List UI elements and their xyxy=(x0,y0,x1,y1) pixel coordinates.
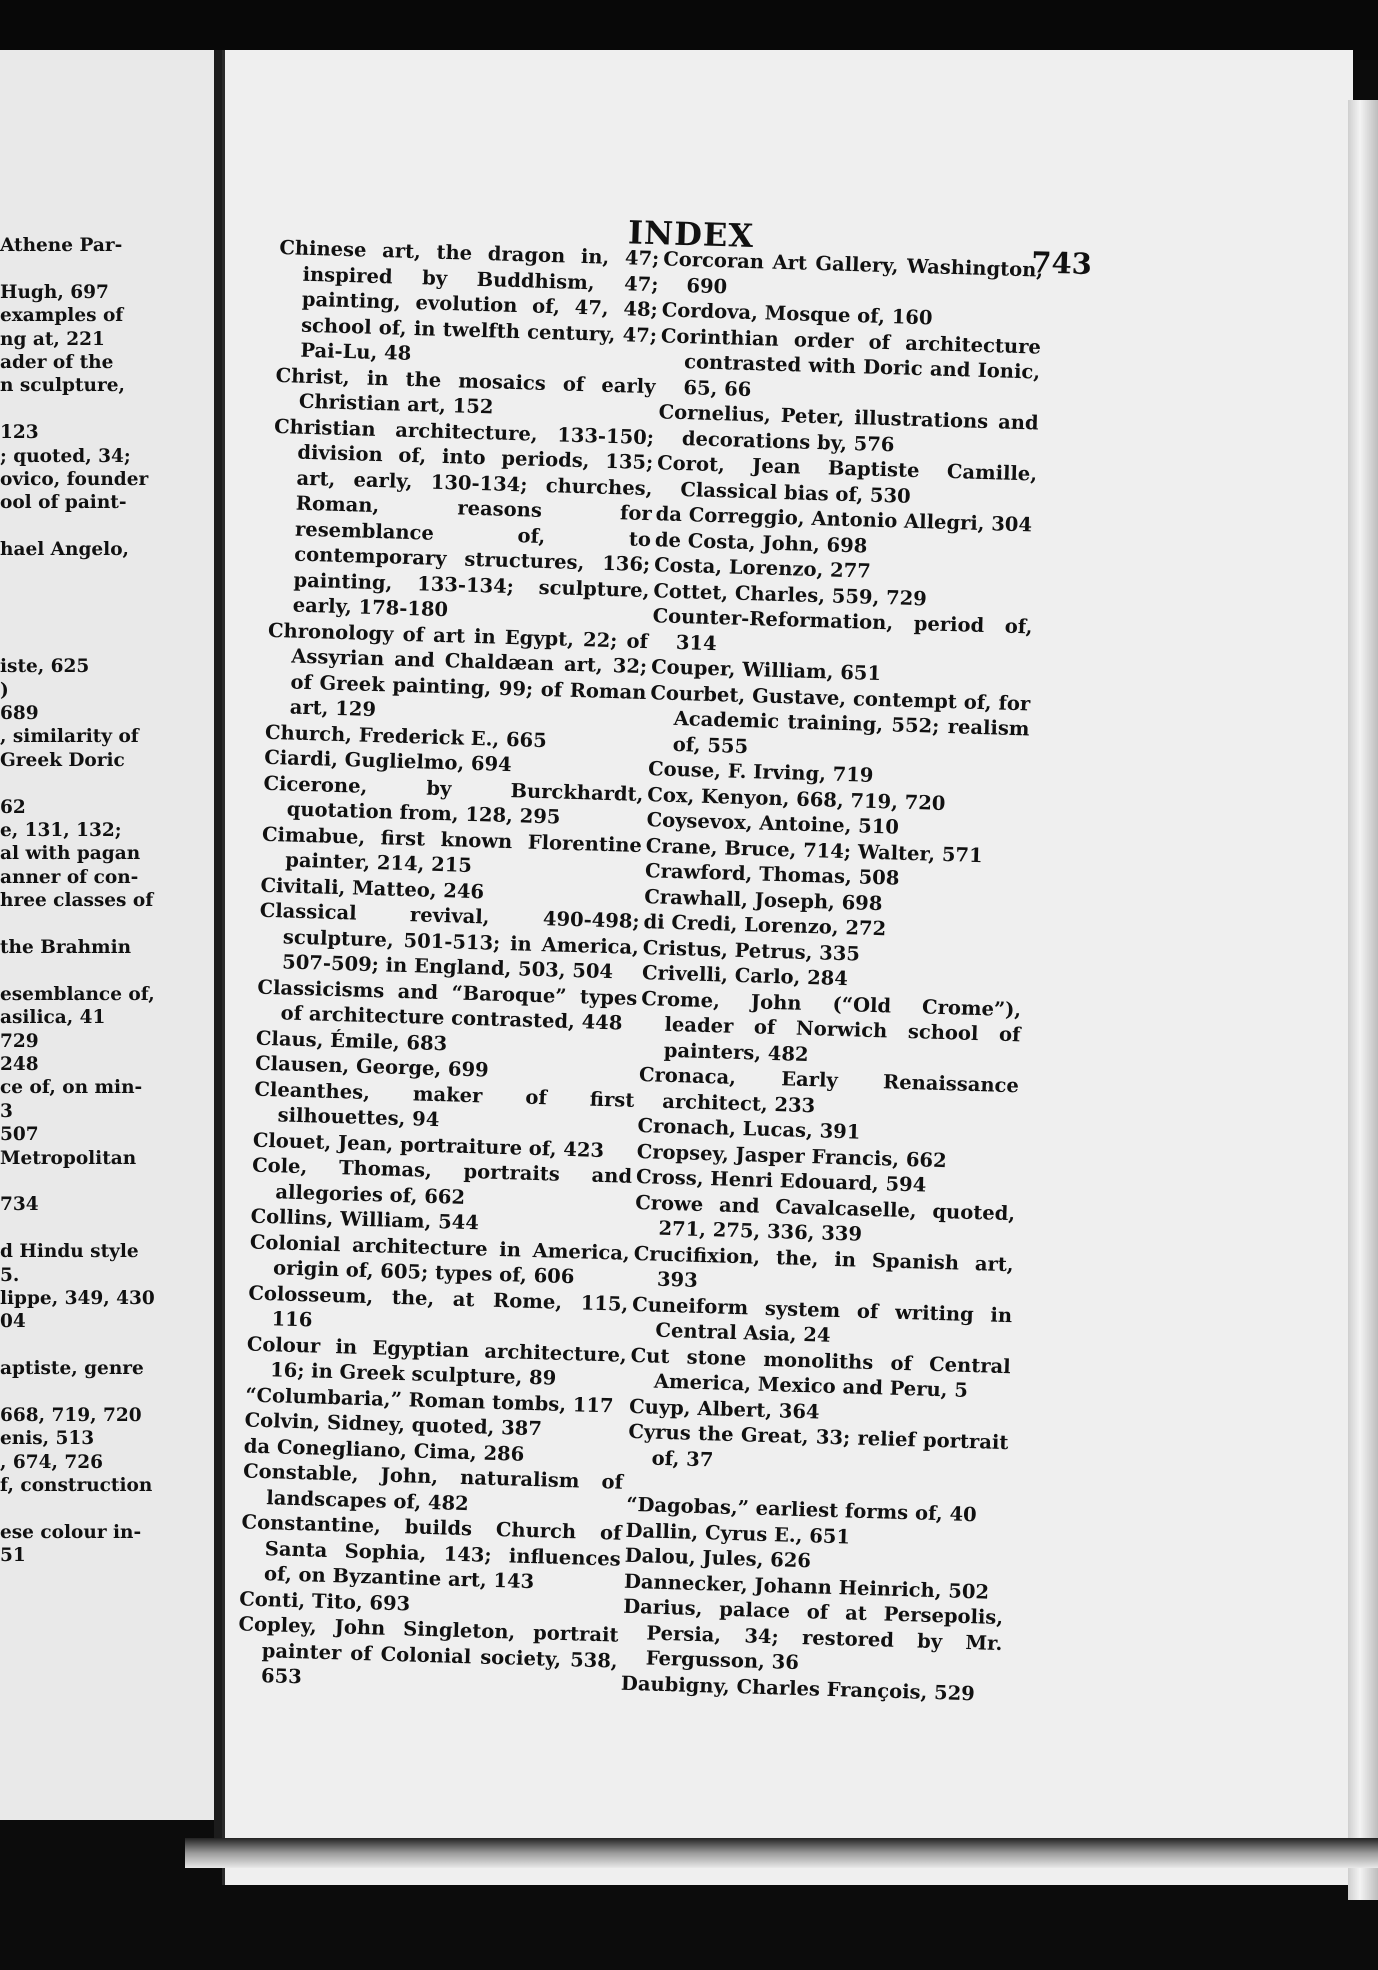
left-page-line: hael Angelo, xyxy=(0,539,129,561)
index-entry: Colonial architecture in America, origin of, 605; types of, 606 xyxy=(249,1230,631,1289)
left-page-line: ng at, 221 xyxy=(0,328,105,350)
left-page-line: 689 xyxy=(0,703,39,724)
index-entry: Courbet, Gustave, contempt of, for Academic training, 552; realism of, 555 xyxy=(650,680,1031,758)
index-entry: Cronaca, Early Renaissance architect, 233 xyxy=(638,1063,1020,1117)
index-entry: Corcoran Art Gallery, Washington, 690 xyxy=(662,247,1044,298)
index-entry: Cross, Henri Edouard, 594 xyxy=(635,1164,927,1197)
index-entry: Cronach, Lucas, 391 xyxy=(637,1114,861,1144)
index-entry: Christian architecture, 133-150; division of, into periods, 135; art, early, 130-134; churches, Roman, reasons for resemblance of, to contemporary structures, 136; painting, 133-134; sculpture, early, 178-180 xyxy=(273,414,655,622)
index-entry: Counter-Reformation, period of, 314 xyxy=(652,604,1033,655)
left-page-line: Greek Doric xyxy=(0,749,125,771)
index-entry: Classical revival, 490-498; sculpture, 501-513; in America, 507-509; in England, 503, 504 xyxy=(259,898,640,984)
index-page xyxy=(222,50,1353,1885)
left-page-line: 123 xyxy=(0,422,39,444)
left-page-line: examples of xyxy=(0,305,124,327)
index-entry: Cole, Thomas, portraits and allegories of, 662 xyxy=(251,1153,633,1209)
index-entry: Church, Frederick E., 665 xyxy=(264,720,548,752)
page-edge xyxy=(1348,100,1378,1900)
index-entry: Christ, in the mosaics of early Christian art, 152 xyxy=(275,363,656,419)
left-page-line: ader of the xyxy=(0,352,114,373)
index-entry: Daubigny, Charles François, 529 xyxy=(620,1671,976,1705)
index-entry: “Columbaria,” Roman tombs, 117 xyxy=(245,1382,614,1417)
index-entry: da Conegliano, Cima, 286 xyxy=(243,1433,525,1466)
left-page xyxy=(0,50,218,1820)
left-page-line: 507 xyxy=(0,1124,39,1146)
index-entry: Cristus, Petrus, 335 xyxy=(642,935,861,966)
index-entry: Coysevox, Antoine, 510 xyxy=(646,808,900,839)
index-entry: Civitali, Matteo, 246 xyxy=(260,873,485,903)
left-page-line: ese colour in- xyxy=(0,1522,142,1543)
index-entry: Crome, John (“Old Crome”), leader of Norwich school of painters, 482 xyxy=(640,986,1022,1066)
index-entry: Collins, William, 544 xyxy=(250,1204,480,1235)
index-sheet xyxy=(222,50,1353,1885)
left-page-line: , similarity of xyxy=(0,726,139,748)
left-page-line: ; quoted, 34; xyxy=(0,445,131,467)
index-entry: Classicisms and “Baroque” types of architecture contrasted, 448 xyxy=(257,975,638,1035)
index-entry: “Dagobas,” earliest forms of, 40 xyxy=(625,1492,978,1527)
left-page-line: asilica, 41 xyxy=(0,1007,106,1029)
left-page-line: ce of, on min- xyxy=(0,1077,143,1099)
index-entry: Constantine, builds Church of Santa Sophia, 143; influences of, on Byzantine art, 143 xyxy=(241,1510,622,1594)
index-entry: Crawhall, Joseph, 698 xyxy=(644,884,883,915)
index-entry: Crowe and Cavalcaselle, quoted, 271, 275, 336, 339 xyxy=(634,1190,1016,1246)
index-entry: Crucifixion, the, in Spanish art, 393 xyxy=(633,1241,1014,1292)
index-column-left xyxy=(237,235,660,1699)
left-page-line: Athene Par- xyxy=(0,235,123,256)
page-title: INDEX xyxy=(627,213,755,256)
left-page-line: n sculpture, xyxy=(0,375,125,397)
index-entry: Cut stone monoliths of Central America, Mexico and Peru, 5 xyxy=(630,1343,1011,1402)
index-entry: Corot, Jean Baptiste Camille, Classical bias of, 530 xyxy=(656,451,1038,508)
index-entry: Cyrus the Great, 33; relief portrait of, 37 xyxy=(628,1419,1009,1471)
left-page-line: hree classes of xyxy=(0,890,154,912)
left-page-line: enis, 513 xyxy=(0,1428,95,1450)
index-entry: Crawford, Thomas, 508 xyxy=(644,859,900,890)
index-entry: Crivelli, Carlo, 284 xyxy=(641,961,849,991)
index-entry: Conti, Tito, 693 xyxy=(239,1586,411,1615)
index-entry: Cropsey, Jasper Francis, 662 xyxy=(636,1139,947,1172)
index-entry: Clausen, George, 699 xyxy=(254,1051,490,1082)
left-page-line: 729 xyxy=(0,1030,39,1052)
left-page-line: al with pagan xyxy=(0,843,141,865)
index-entry: Couse, F. Irving, 719 xyxy=(647,757,874,787)
index-entry: Cimabue, first known Florentine painter, 214, 215 xyxy=(261,822,643,877)
index-entry: Cottet, Charles, 559, 729 xyxy=(653,578,928,610)
index-entry: Copley, John Singleton, portrait painter of Colonial society, 538, 653 xyxy=(238,1612,619,1689)
left-page-line: 668, 719, 720 xyxy=(0,1405,142,1426)
left-page-line: 62 xyxy=(0,796,26,818)
left-page-line: d Hindu style xyxy=(0,1241,139,1263)
index-entry: Cuyp, Albert, 364 xyxy=(628,1394,820,1424)
index-entry: Corinthian order of architecture contrasted with Doric and Ionic, 65, 66 xyxy=(660,323,1042,401)
index-entry: Costa, Lorenzo, 277 xyxy=(653,553,872,583)
left-page-line: 3 xyxy=(0,1100,13,1122)
index-entry: Dallin, Cyrus E., 651 xyxy=(625,1518,851,1548)
left-page-line: anner of con- xyxy=(0,866,139,888)
left-page-line: f, construction xyxy=(0,1475,153,1497)
left-page-line: 51 xyxy=(0,1545,26,1567)
index-entry: Ciardi, Guglielmo, 694 xyxy=(263,745,513,777)
page-number: 743 xyxy=(1030,245,1093,282)
left-page-line: the Brahmin xyxy=(0,937,132,958)
index-entry: Cordova, Mosque of, 160 xyxy=(661,298,933,330)
left-page-line: 04 xyxy=(0,1311,26,1333)
index-entry: Colosseum, the, at Rome, 115, 116 xyxy=(248,1281,629,1332)
left-page-line: lippe, 349, 430 xyxy=(0,1288,155,1309)
left-page-line: , 674, 726 xyxy=(0,1451,103,1473)
index-entry: de Costa, John, 698 xyxy=(654,527,868,558)
index-entry: Colvin, Sidney, quoted, 387 xyxy=(244,1408,543,1441)
index-entry: Chinese art, the dragon in, 47; inspired by Buddhism, 47; painting, evolution of, 47, 48; school of, in twelfth century, 47; Pai-Lu, 48 xyxy=(279,235,660,365)
index-entry: Clouet, Jean, portraiture of, 423 xyxy=(252,1128,605,1162)
index-entry: di Credi, Lorenzo, 272 xyxy=(643,910,887,941)
index-column-right xyxy=(621,246,1044,1707)
index-entry: Cleanthes, maker of first silhouettes, 94 xyxy=(254,1077,635,1132)
index-entry: Darius, palace of at Persepolis, Persia, 34; restored by Mr. Fergusson, 36 xyxy=(622,1594,1004,1675)
index-entry: Couper, William, 651 xyxy=(650,655,882,686)
index-entry: Dalou, Jules, 626 xyxy=(624,1543,812,1573)
left-page-line: ool of paint- xyxy=(0,492,127,514)
left-page-line: 248 xyxy=(0,1054,39,1075)
index-entry: Dannecker, Johann Heinrich, 502 xyxy=(623,1569,990,1604)
index-entry: Claus, Émile, 683 xyxy=(255,1026,448,1055)
left-page-line: Hugh, 697 xyxy=(0,281,109,303)
left-page-line: aptiste, genre xyxy=(0,1358,144,1380)
left-page-line: esemblance of, xyxy=(0,983,155,1005)
left-page-line: ) xyxy=(0,679,9,701)
left-page-line: 5. xyxy=(0,1264,20,1286)
index-entry: Cornelius, Peter, illustrations and decorations by, 576 xyxy=(658,400,1039,456)
index-entry: Constable, John, naturalism of landscapes of, 482 xyxy=(242,1459,624,1515)
left-page-line: e, 131, 132; xyxy=(0,820,122,841)
index-entry: Colour in Egyptian architecture, 16; in Greek sculpture, 89 xyxy=(246,1332,628,1390)
index-entry: Cox, Kenyon, 668, 719, 720 xyxy=(647,782,946,815)
index-entry: Cuneiform system of writing in Central Asia, 24 xyxy=(631,1292,1013,1347)
book-bottom-edge xyxy=(185,1838,1378,1868)
index-entry: Crane, Bruce, 714; Walter, 571 xyxy=(645,833,983,867)
left-page-line: 734 xyxy=(0,1194,39,1216)
left-page-line: iste, 625 xyxy=(0,656,90,678)
left-page-line: Metropolitan xyxy=(0,1147,137,1169)
left-page-line: ovico, founder xyxy=(0,469,149,490)
index-entry: da Correggio, Antonio Allegri, 304 xyxy=(655,502,1033,537)
index-entry: Chronology of art in Egypt, 22; of Assyrian and Chaldæan art, 32; of Greek painting, 99; of Roman art, 129 xyxy=(267,618,649,722)
index-entry: Cicerone, by Burckhardt, quotation from, 128, 295 xyxy=(263,771,644,829)
